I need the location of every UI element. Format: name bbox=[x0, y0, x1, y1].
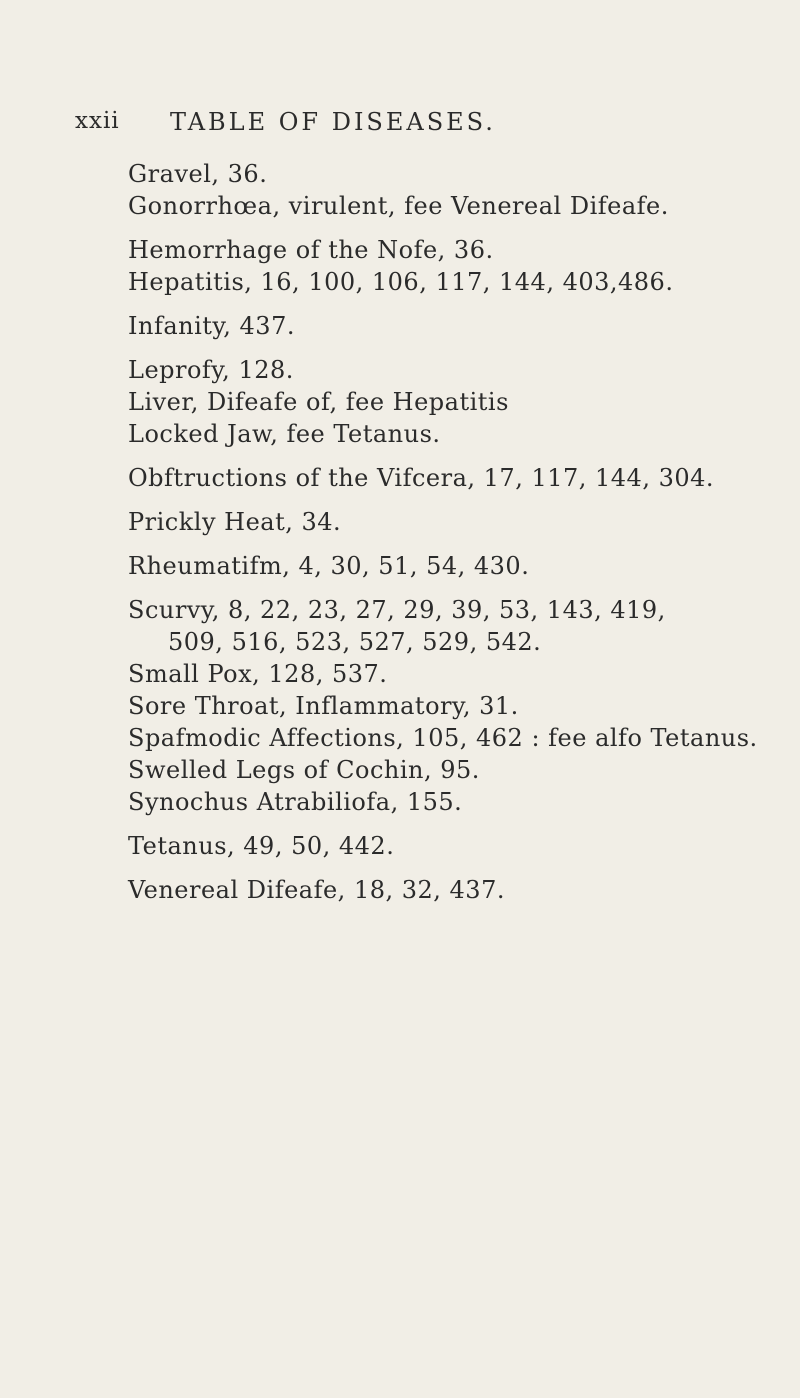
index-entry bbox=[128, 690, 768, 722]
index-entry bbox=[128, 462, 768, 494]
entry-line: Infanity, 437. bbox=[128, 312, 295, 340]
index-entry bbox=[128, 354, 768, 386]
index-entry bbox=[128, 658, 768, 690]
index-entry bbox=[128, 550, 768, 582]
entry-line: Hepatitis, 16, 100, 106, 117, 144, 403,486. bbox=[128, 268, 674, 296]
entry-line: Liver, Difeafe of, fee Hepatitis bbox=[128, 388, 509, 416]
page-title: TABLE OF DISEASES. bbox=[170, 108, 496, 136]
index-entry bbox=[128, 158, 768, 190]
index-entry bbox=[128, 594, 768, 658]
entry-line: Locked Jaw, fee Tetanus. bbox=[128, 420, 441, 448]
index-entry bbox=[128, 506, 768, 538]
entry-line: Scurvy, 8, 22, 23, 27, 29, 39, 53, 143, 419, bbox=[128, 596, 666, 624]
entry-line: Gravel, 36. bbox=[128, 160, 268, 188]
entry-line: Spafmodic Affections, 105, 462 : fee alfo Tetanus. bbox=[128, 724, 758, 752]
entry-continuation-line: 509, 516, 523, 527, 529, 542. bbox=[168, 628, 542, 656]
disease-index bbox=[128, 158, 768, 906]
entry-line: Rheumatifm, 4, 30, 51, 54, 430. bbox=[128, 552, 530, 580]
entry-line: Venereal Difeafe, 18, 32, 437. bbox=[128, 876, 505, 904]
entry-line: Tetanus, 49, 50, 442. bbox=[128, 832, 395, 860]
index-entry bbox=[128, 266, 768, 298]
index-entry bbox=[128, 722, 768, 754]
entry-line: Sore Throat, Inflammatory, 31. bbox=[128, 692, 519, 720]
entry-line: Hemorrhage of the Nofe, 36. bbox=[128, 236, 494, 264]
entry-line: Swelled Legs of Cochin, 95. bbox=[128, 756, 480, 784]
index-entry bbox=[128, 874, 768, 906]
entry-line: Leprofy, 128. bbox=[128, 356, 294, 384]
index-entry bbox=[128, 234, 768, 266]
entry-line: Obftructions of the Vifcera, 17, 117, 144, 304. bbox=[128, 464, 715, 492]
index-entry bbox=[128, 418, 768, 450]
entry-line: Small Pox, 128, 537. bbox=[128, 660, 388, 688]
index-entry bbox=[128, 754, 768, 786]
entry-line: Gonorrhœa, virulent, fee Venereal Difeafe. bbox=[128, 192, 669, 220]
entry-line: Synochus Atrabiliofa, 155. bbox=[128, 788, 463, 816]
index-entry bbox=[128, 786, 768, 818]
index-entry bbox=[128, 386, 768, 418]
index-entry bbox=[128, 830, 768, 862]
running-head bbox=[0, 108, 800, 148]
index-entry bbox=[128, 190, 768, 222]
index-entry bbox=[128, 310, 768, 342]
page-number: xxii bbox=[75, 108, 120, 134]
entry-line: Prickly Heat, 34. bbox=[128, 508, 342, 536]
